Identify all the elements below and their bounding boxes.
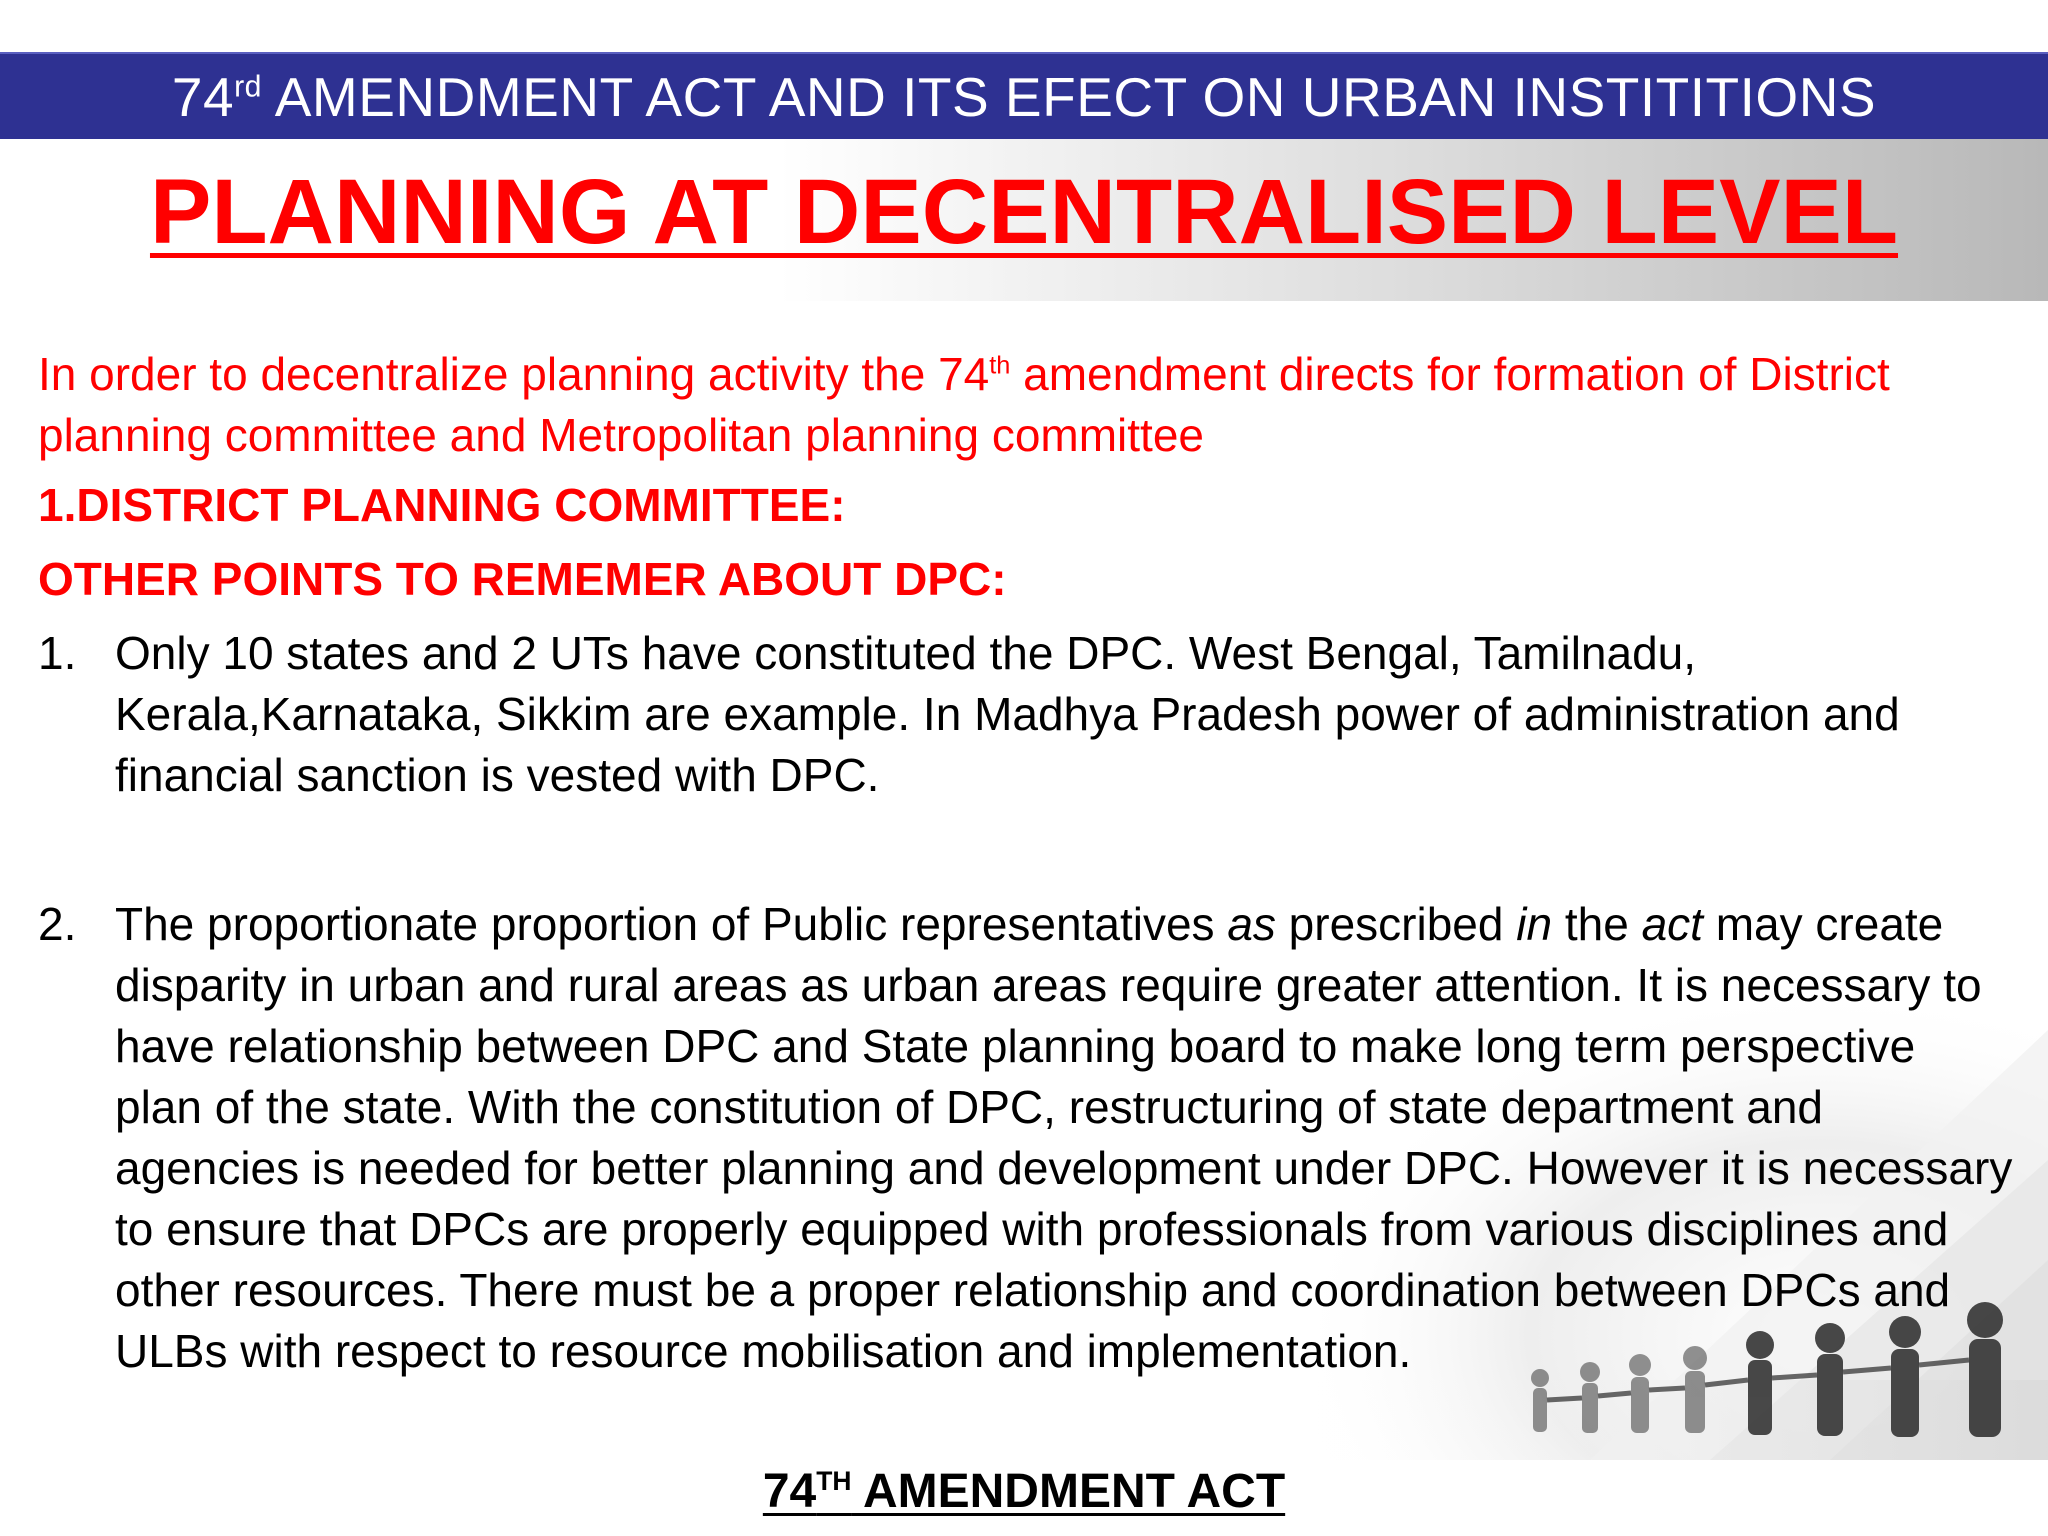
list-item-text [115,894,2013,1382]
header-ordinal: rd [234,70,262,104]
list-item [38,623,2013,806]
header-title [172,65,1876,129]
footer-number: 74 [762,1465,817,1518]
intro-text-end: amendment directs for formation of District planning committee and Metropolitan planning committee [38,348,1890,461]
footer-ordinal: TH [816,1466,852,1496]
text-run: The proportionate proportion of Public representatives [115,898,1228,950]
text-run: may create disparity in urban and rural areas as urban areas require greater attention. It is necessary to have relationship between DPC and State planning board to make long term perspective plan of the state. With the constitution of DPC, restructuring of state department and agencies is needed for better planning and development under DPC. However it is necessary to ensure that DPCs are properly equipped with professionals from various disciplines and other resources. There must be a proper relationship and coordination between DPCs and ULBs with respect to resource mobilisation and implementation. [115,898,2013,1377]
footer-text: AMENDMENT ACT [851,1465,1286,1518]
italic-word: act [1641,898,1703,950]
intro-paragraph [38,344,2018,466]
header-text: AMENDMENT ACT AND ITS EFECT ON URBAN INSTITITIONS [262,66,1877,128]
list-item [38,894,2013,1382]
italic-word: in [1516,898,1553,950]
intro-text-start: In order to decentralize planning activity the 74 [38,348,990,400]
intro-ordinal: th [989,351,1011,380]
heading-other-points: OTHER POINTS TO REMEMER ABOUT DPC: [38,553,1007,605]
text-run: the [1552,898,1642,950]
list-item-text: Only 10 states and 2 UTs have constituted the DPC. West Bengal, Tamilnadu, Kerala,Karnataka, Sikkim are example. In Madhya Pradesh power of administration and financial sanction is vested with DPC. [115,627,1900,801]
heading-dpc: 1.DISTRICT PLANNING COMMITTEE: [38,479,846,531]
italic-word: as [1227,898,1276,950]
footer-title [0,1464,2048,1519]
text-run: prescribed [1275,898,1517,950]
list-item-number: 2. [38,898,77,950]
header-bar [0,52,2048,140]
header-number: 74 [171,66,235,128]
list-item-number: 1. [38,627,77,679]
slide-title: PLANNING AT DECENTRALISED LEVEL [149,161,1899,263]
